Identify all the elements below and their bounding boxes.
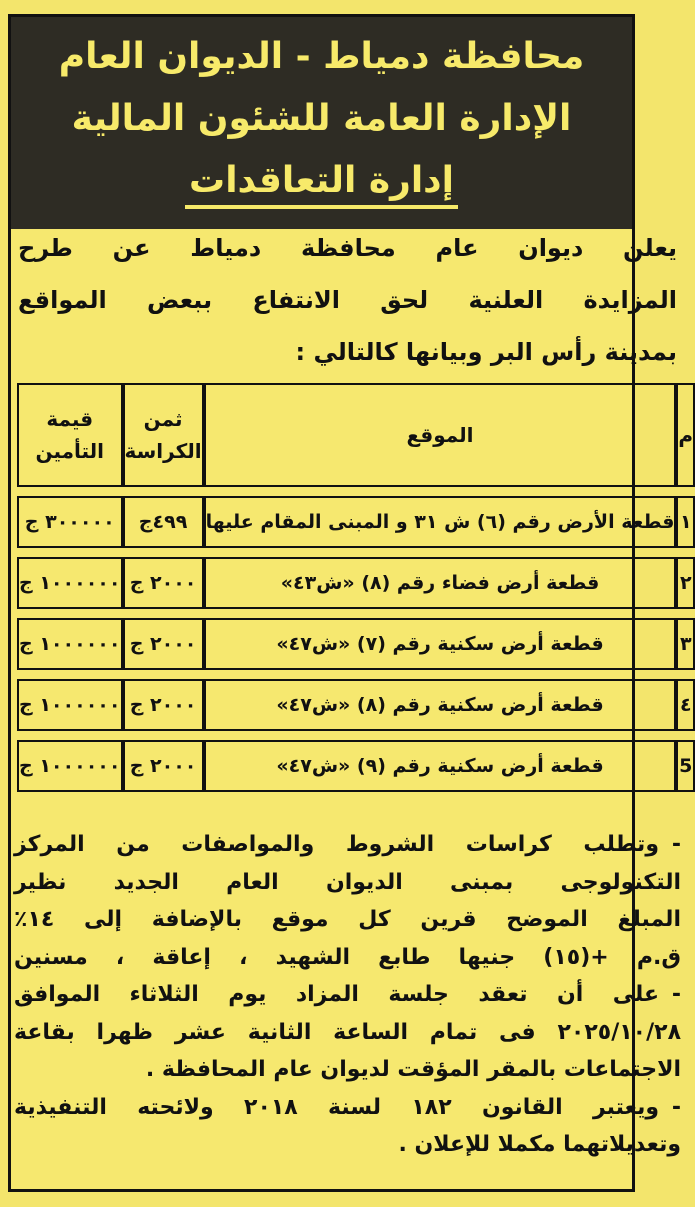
header-line-governorate: محافظة دمياط - الديوان العام: [58, 36, 585, 77]
note-line: ق.م +(١٥) جنيها طابع الشهيد ، إعاقة ، مسنين: [14, 944, 681, 970]
cell-num: ٤: [676, 679, 695, 731]
cell-price: ٢٠٠٠ ج: [123, 557, 204, 609]
header-site: الموقع: [204, 383, 677, 487]
cell-insurance: ١٠٠٠٠٠٠ ج: [17, 740, 123, 792]
header-line-contracts: [11, 160, 632, 201]
contracts-title: إدارة التعاقدات: [185, 160, 458, 209]
table-header-row: [17, 383, 695, 487]
sites-table: [17, 374, 695, 801]
note-text: وتطلب كراسات الشروط والمواصفات من المركز: [14, 832, 659, 857]
cell-num: 5: [676, 740, 695, 792]
cell-site: قطعة أرض فضاء رقم (٨) «ش٤٣»: [204, 557, 677, 609]
note-line: المبلغ الموضح قرين كل موقع بالإضافة إلى ١٤٪: [14, 907, 681, 932]
cell-price: ٢٠٠٠ ج: [123, 618, 204, 670]
note-line: [14, 826, 681, 864]
table-row: [17, 618, 695, 670]
cell-insurance: ١٠٠٠٠٠٠ ج: [17, 679, 123, 731]
cell-num: ٣: [676, 618, 695, 670]
cell-num: ١: [676, 496, 695, 548]
cell-site: قطعة أرض سكنية رقم (٩) «ش٤٧»: [204, 740, 677, 792]
bullet-dash: -: [671, 832, 681, 857]
cell-site: قطعة أرض سكنية رقم (٨) «ش٤٧»: [204, 679, 677, 731]
notes-section: [14, 826, 681, 1164]
header-num: م: [676, 383, 695, 487]
intro-line: بمدينة رأس البر وبيانها كالتالي :: [295, 338, 677, 366]
bullet-dash: -: [671, 982, 681, 1007]
table-row: [17, 496, 695, 548]
cell-price: ٢٠٠٠ ج: [123, 679, 204, 731]
cell-num: ٢: [676, 557, 695, 609]
table-row: [17, 679, 695, 731]
note-text: على أن تعقد جلسة المزاد يوم الثلاثاء الموافق: [14, 982, 659, 1007]
header-price: ثمن الكراسة: [123, 383, 204, 487]
note-line: [14, 1089, 681, 1127]
note-line: [14, 976, 681, 1014]
bullet-dash: -: [671, 1094, 681, 1120]
header-banner: [11, 17, 632, 229]
intro-line: يعلن ديوان عام محافظة دمياط عن طرح: [18, 234, 677, 262]
intro-line: المزايدة العلنية لحق الانتفاع ببعض المواقع: [18, 286, 677, 314]
note-line: وتعديلاتهما مكملا للإعلان .: [398, 1132, 681, 1157]
note-line: ٢٠٢٥/١٠/٢٨ فى تمام الساعة الثانية عشر ظهرا بقاعة: [14, 1019, 681, 1045]
note-text: ويعتبر القانون ١٨٢ لسنة ٢٠١٨ ولائحته التنفيذية: [14, 1094, 659, 1120]
table-row: [17, 740, 695, 792]
note-line: الاجتماعات بالمقر المؤقت لديوان عام المحافظة .: [145, 1057, 681, 1082]
cell-insurance: ١٠٠٠٠٠٠ ج: [17, 618, 123, 670]
cell-insurance: ٣٠٠٠٠٠ ج: [17, 496, 123, 548]
cell-insurance: ١٠٠٠٠٠٠ ج: [17, 557, 123, 609]
header-line-finance: الإدارة العامة للشئون المالية: [71, 98, 572, 139]
cell-price: ٢٠٠٠ ج: [123, 740, 204, 792]
cell-site: قطعة الأرض رقم (٦) ش ٣١ و المبنى المقام عليها: [204, 496, 677, 548]
cell-price: ٤٩٩ج: [123, 496, 204, 548]
header-insurance: قيمة التأمين: [17, 383, 123, 487]
intro-paragraph: [18, 222, 677, 378]
cell-site: قطعة أرض سكنية رقم (٧) «ش٤٧»: [204, 618, 677, 670]
table-row: [17, 557, 695, 609]
note-line: التكنولوجى بمبنى الديوان العام الجديد نظير: [14, 869, 681, 895]
